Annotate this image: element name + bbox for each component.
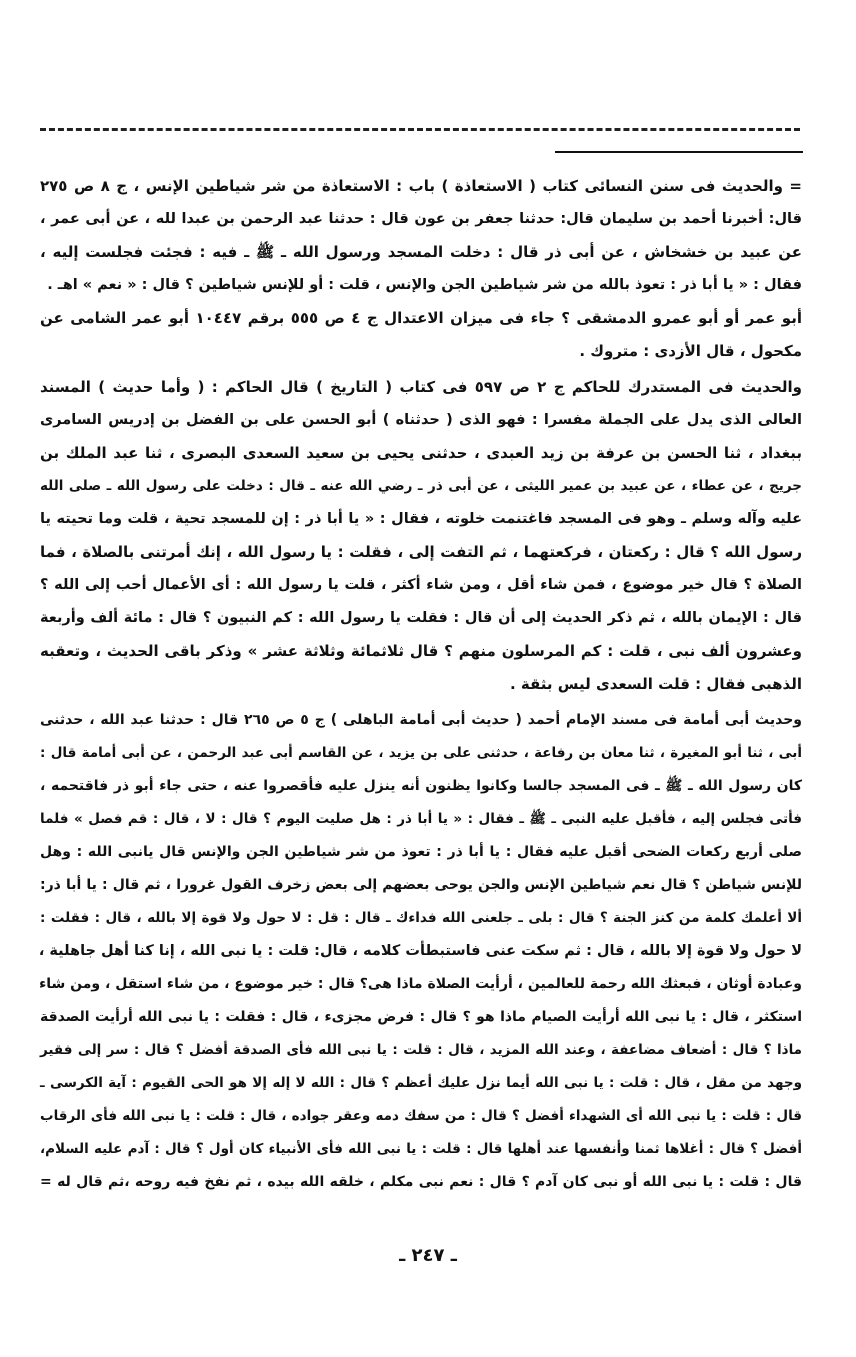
- text-line: فقال : « يا أبا ذر : تعوذ بالله من شر شياطين الجن والإنس ، قلت : أو للإنس شياطين ؟ قال : « نعم » اهـ .: [47, 277, 802, 293]
- text-line: جريج ، عن عطاء ، عن عبيد بن عمير الليثى ، عن أبى ذر ـ رضي الله عنه ـ قال : دخلت على رسول الله ـ صلى الله: [40, 478, 802, 494]
- text-line: ماذا ؟ قال : أضعاف مضاعفة ، وعند الله المزيد ، قال : قلت : يا نبى الله فأى الصدقة أفضل ؟ قال : سر إلى فقير: [40, 1042, 802, 1058]
- text-line: قال : قلت : يا نبى الله أى الشهداء أفضل ؟ قال : من سفك دمه وعقر جواده ، قال : قلت : يا نبى الله فأى الرقاب: [40, 1108, 802, 1124]
- text-line: الذهبى فقال : قلت السعدى ليس بثقة .: [509, 675, 802, 693]
- text-line: = والحديث فى سنن النسائى كتاب ( الاستعاذة ) باب : الاستعاذة من شر شياطين الإنس ، ج ٨ ص ٢٧٥: [40, 177, 802, 195]
- footnote-paragraph: [40, 704, 802, 1199]
- text-line: لا حول ولا قوة إلا بالله ، قال : ثم سكت عنى فاستبطأت كلامه ، قال: قلت : يا نبى الله ، إنا كنا أهل جاهلية ،: [38, 943, 802, 959]
- text-line: فأتى فجلس إليه ، فأقبل عليه النبى ـ ﷺ ـ فقال : « يا أبا ذر : هل صليت اليوم ؟ قال : لا ، قال : قم فصل » فلما: [40, 811, 802, 827]
- text-line: عن عبيد بن خشخاش ، عن أبى ذر قال : دخلت المسجد ورسول الله ـ ﷺ ـ فيه : فجئت فجلست إليه ،: [40, 243, 802, 261]
- text-line: ببغداد ، ثنا الحسن بن عرفة بن زيد العبدى ، حدثنى يحيى بن سعيد السعدى البصرى ، ثنا عبد الملك بن: [40, 444, 802, 462]
- footnote-body: [40, 170, 802, 1199]
- text-line: أبى ، ثنا أبو المغيرة ، ثنا معان بن رفاعة ، حدثنى على بن يزيد ، عن القاسم أبى عبد الرحمن ، عن أبى أمامة قال :: [40, 745, 802, 761]
- page-number: ـ ٢٤٧ ـ: [399, 1245, 457, 1266]
- text-line: والحديث فى المستدرك للحاكم ج ٢ ص ٥٩٧ فى كتاب ( التاريخ ) قال الحاكم : ( وأما حديث ) المسند: [40, 378, 803, 396]
- text-line: أفضل ؟ قال : أغلاها ثمنا وأنفسها عند أهلها قال : قلت : يا نبى الله فأى الأنبياء كان أول ؟ قال : آدم عليه السلام،: [40, 1141, 802, 1157]
- text-line: أبو عمر أو أبو عمرو الدمشقى ؟ جاء فى ميزان الاعتدال ج ٤ ص ٥٥٥ برقم ١٠٤٤٧ أبو عمر الشامى عن: [40, 309, 802, 327]
- text-line: ألا أعلمك كلمة من كنز الجنة ؟ قال : بلى ـ جلعنى الله فداءك ـ قال : قل : لا حول ولا قوة إلا بالله ، قال : فقلت :: [40, 910, 802, 926]
- text-line: قال : قلت : يا نبى الله أو نبى كان آدم ؟ قال : نعم نبى مكلم ، خلقه الله بيده ، ثم نفخ فيه روحه ،ثم قال له =: [40, 1174, 802, 1190]
- text-line: كان رسول الله ـ ﷺ ـ فى المسجد جالسا وكانوا يظنون أنه ينزل عليه فأقصروا عنه ، حتى جاء أبو ذر فاقتحمه ،: [40, 778, 802, 794]
- text-line: وحديث أبى أمامة فى مسند الإمام أحمد ( حديث أبى أمامة الباهلى ) ج ٥ ص ٢٦٥ قال : حدثنا عبد الله ، حدثنى: [40, 712, 802, 728]
- text-line: استكثر ، قال : يا نبى الله أرأيت الصيام ماذا هو ؟ قال : فرض مجزىء ، قال : فقلت : يا نبى الله أرأيت الصدقة: [40, 1009, 802, 1025]
- footnote-paragraph: [40, 371, 802, 701]
- top-dashed-separator: [40, 128, 800, 131]
- text-line: وعبادة أوثان ، فبعثك الله رحمة للعالمين ، أرأيت الصلاة ماذا هى؟ قال : خير موضوع ، من شاء استقل ، ومن شاء: [39, 976, 802, 992]
- text-line: وجهد من مقل ، قال : قلت : يا نبى الله أيما نزل عليك أعظم ؟ قال : الله لا إله إلا هو الحى القيوم : آية الكرسى ـ: [40, 1075, 802, 1091]
- text-line: قال: أخبرنا أحمد بن سليمان قال: حدثنا جعفر بن عون قال : حدثنا عبد الرحمن بن عبدا لله ، عن أبى عمر ،: [40, 211, 802, 227]
- text-line: الصلاة ؟ قال خير موضوع ، فمن شاء أقل ، ومن شاء أكثر ، قلت يا رسول الله : أى الأعمال أحب إلى الله ؟: [40, 577, 802, 593]
- text-line: العالى الذى يدل على الجملة مفسرا : فهو الذى ( حدثناه ) أبو الحسن على بن الفضل بن إدريس السامرى: [40, 412, 802, 428]
- text-line: عليه وآله وسلم ـ وهو فى المسجد فاغتنمت خلوته ، فقال : « يا أبا ذر : إن للمسجد تحية ، قلت وما تحيته يا: [40, 511, 802, 527]
- text-line: رسول الله ؟ قال : ركعتان ، فركعتهما ، ثم التفت إلى ، فقلت : يا رسول الله ، إنك أمرتنى بالصلاة ، فما: [40, 543, 802, 561]
- text-line: قال : الإيمان بالله ، ثم ذكر الحديث إلى أن قال : فقلت يا رسول الله : كم النبيون ؟ قال : مائة ألف وأربعة: [40, 610, 802, 626]
- footnote-rule: [555, 151, 803, 153]
- text-line: للإنس شياطن ؟ قال نعم شياطين الإنس والجن يوحى بعضهم إلى بعض زخرف القول غرورا ، ثم قال : يا أبا ذر:: [40, 877, 802, 893]
- text-line: صلى أربع ركعات الضحى أقبل عليه فقال : يا أبا ذر : تعوذ من شر شياطين الجن والإنس قال يانبى الله : وهل: [40, 844, 802, 860]
- footnote-paragraph: [40, 170, 802, 368]
- text-line: وعشرون ألف نبى ، قلت : كم المرسلون منهم ؟ قال ثلاثمائة وثلاثة عشر » وذكر باقى الحديث ، وتعقبه: [40, 642, 802, 660]
- text-line: مكحول ، قال الأزدى : متروك .: [579, 342, 802, 360]
